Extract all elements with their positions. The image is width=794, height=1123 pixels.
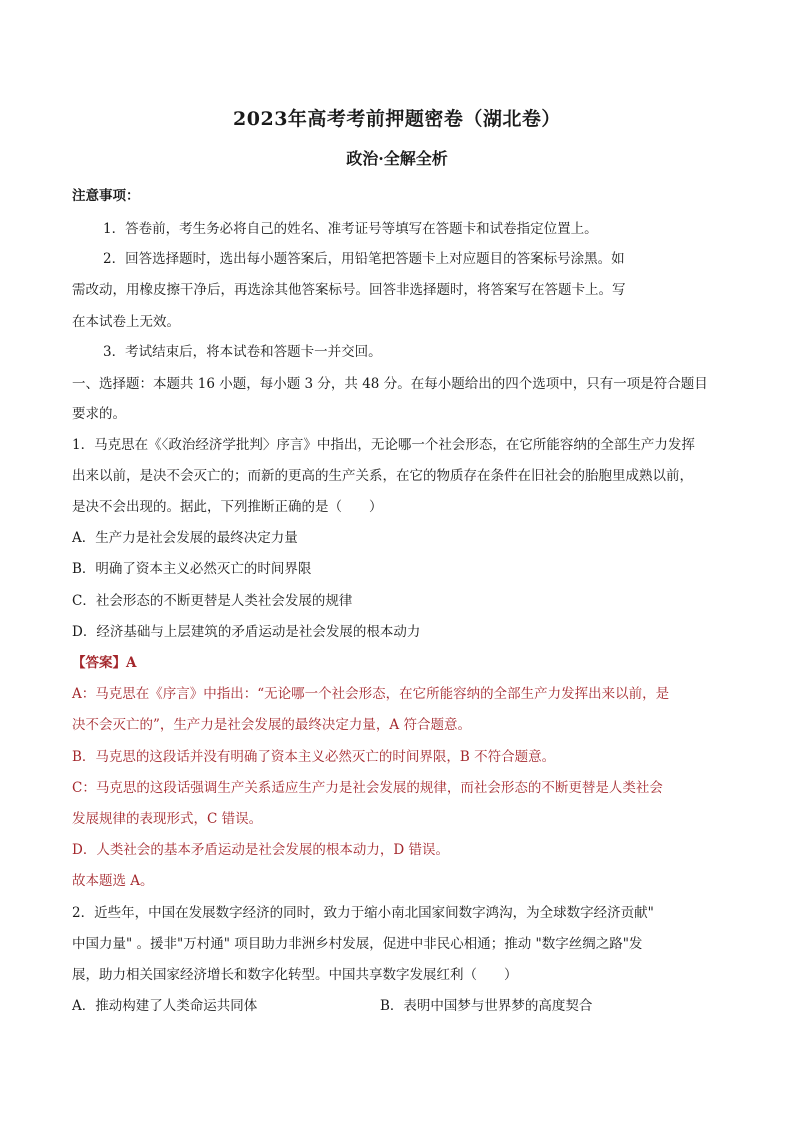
q1-conclusion: 故本题选 A。 bbox=[72, 873, 154, 889]
notice-line: 1．答卷前，考生务必将自己的姓名、准考证号等填写在答题卡和试卷指定位置上。 bbox=[103, 221, 598, 237]
notice-line: 2．回答选择题时，选出每小题答案后，用铅笔把答题卡上对应题目的答案标号涂黑。如 bbox=[103, 251, 625, 267]
q1-analysis: 发展规律的表现形式，C 错误。 bbox=[72, 811, 263, 827]
notice-line: 需改动，用橡皮擦干净后，再选涂其他答案标号。回答非选择题时，将答案写在答题卡上。写 bbox=[72, 282, 626, 298]
q2-option-a: A．推动构建了人类命运共同体 bbox=[72, 998, 258, 1014]
q1-analysis: C：马克思的这段话强调生产关系适应生产力是社会发展的规律，而社会形态的不断更替是人类社会 bbox=[72, 780, 663, 796]
q1-stem: 1．马克思在《〈政治经济学批判〉序言》中指出，无论哪一个社会形态，在它所能容纳的全部生产力发挥 bbox=[72, 437, 695, 453]
page-subtitle: 政治·全解全析 bbox=[346, 149, 448, 168]
q1-analysis: 决不会灭亡的”，生产力是社会发展的最终决定力量，A 符合题意。 bbox=[72, 717, 471, 733]
q1-option-d: D．经济基础与上层建筑的矛盾运动是社会发展的根本动力 bbox=[72, 624, 421, 640]
q1-option-c: C．社会形态的不断更替是人类社会发展的规律 bbox=[72, 593, 353, 609]
q1-option-b: B．明确了资本主义必然灭亡的时间界限 bbox=[72, 561, 312, 577]
q1-stem: 出来以前，是决不会灭亡的；而新的更高的生产关系，在它的物质存在条件在旧社会的胎胞里成熟以前， bbox=[72, 468, 693, 484]
q1-answer: 【答案】A bbox=[72, 655, 137, 671]
q1-analysis: D．人类社会的基本矛盾运动是社会发展的根本动力，D 错误。 bbox=[72, 842, 449, 858]
q1-stem: 是决不会出现的。据此，下列推断正确的是（ ） bbox=[72, 499, 383, 515]
q1-analysis: A：马克思在《序言》中指出：“无论哪一个社会形态，在它所能容纳的全部生产力发挥出来以前，是 bbox=[72, 686, 670, 702]
q1-analysis: B．马克思的这段话并没有明确了资本主义必然灭亡的时间界限，B 不符合题意。 bbox=[72, 749, 556, 765]
q2-stem: 展，助力相关国家经济增长和数字化转型。中国共享数字发展红利（ ） bbox=[72, 967, 518, 983]
q1-option-a: A．生产力是社会发展的最终决定力量 bbox=[72, 530, 298, 546]
section-heading: 一、选择题：本题共 16 小题，每小题 3 分，共 48 分。在每小题给出的四个选项中，只有一项是符合题目 bbox=[72, 376, 708, 392]
notice-heading: 注意事项： bbox=[72, 188, 140, 204]
notice-line: 在本试卷上无效。 bbox=[72, 314, 180, 330]
page-title: 2023年高考考前押题密卷（湖北卷） bbox=[233, 108, 561, 130]
q2-stem: 中国力量" 。援非"万村通" 项目助力非洲乡村发展，促进中非民心相通；推动 "数字丝绸之路"发 bbox=[72, 936, 643, 952]
q2-option-b: B．表明中国梦与世界梦的高度契合 bbox=[380, 998, 593, 1014]
notice-line: 3．考试结束后，将本试卷和答题卡一并交回。 bbox=[103, 344, 382, 360]
q2-stem: 2．近些年，中国在发展数字经济的同时，致力于缩小南北国家间数字鸿沟，为全球数字经济贡献" bbox=[72, 905, 654, 921]
section-heading: 要求的。 bbox=[72, 406, 126, 422]
